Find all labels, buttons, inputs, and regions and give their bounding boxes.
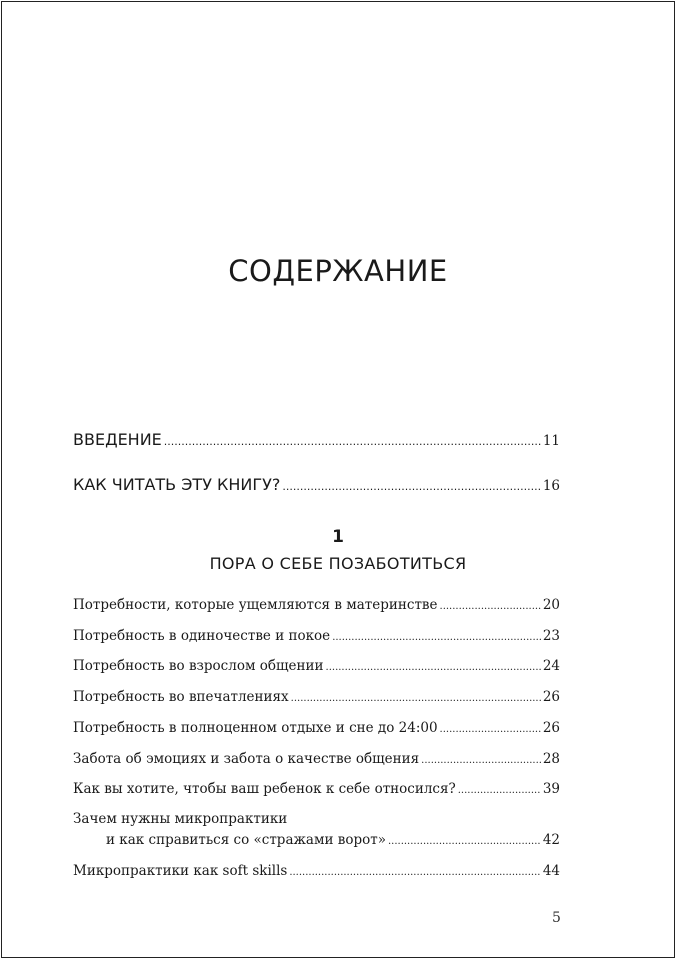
chapter-title: ПОРА О СЕБЕ ПОЗАБОТИТЬСЯ — [209, 554, 467, 573]
dot-leader — [388, 836, 541, 847]
toc-entry-label: Потребность во впечатлениях — [73, 689, 289, 705]
toc-entry-page: 23 — [542, 628, 560, 644]
toc-entry-label: ВВЕДЕНИЕ — [73, 430, 162, 449]
toc-entry — [73, 597, 560, 613]
toc-entry — [73, 628, 560, 644]
toc-entry-label: Забота об эмоциях и забота о качестве общения — [73, 751, 420, 767]
page-number: 5 — [552, 910, 561, 926]
dot-leader — [164, 435, 541, 448]
dot-leader — [289, 867, 540, 878]
toc-entry-label: КАК ЧИТАТЬ ЭТУ КНИГУ? — [73, 475, 281, 494]
dot-leader — [332, 632, 541, 643]
book-page — [1, 1, 675, 958]
toc-entry-page: 42 — [542, 832, 560, 848]
toc-entry-label: Потребность в полноценном отдыхе и сне до 24:00 — [73, 720, 438, 736]
dot-leader — [440, 724, 541, 735]
toc-entry-label: Потребность в одиночестве и покое — [73, 628, 331, 644]
toc-entry-label: Потребности, которые ущемляются в материнстве — [73, 597, 438, 613]
toc-entry-label-line1: Зачем нужны микропрактики — [73, 811, 288, 827]
dot-leader — [458, 785, 541, 796]
toc-entry-how-to-read — [73, 475, 560, 494]
toc-entry — [73, 689, 560, 705]
dot-leader — [421, 755, 541, 766]
toc-entry — [73, 751, 560, 767]
toc-entry — [73, 658, 560, 674]
toc-entry — [73, 781, 560, 797]
toc-entry-introduction — [73, 430, 560, 449]
toc-entry-page: 44 — [542, 863, 560, 879]
page-title: СОДЕРЖАНИЕ — [228, 254, 448, 288]
toc-entry-page: 26 — [542, 720, 560, 736]
chapter-number: 1 — [332, 527, 344, 547]
toc-entry-label: Как вы хотите, чтобы ваш ребенок к себе относился? — [73, 781, 456, 797]
dot-leader — [282, 480, 540, 493]
toc-entry-page: 24 — [542, 658, 560, 674]
toc-entry-label-line2: и как справиться со «стражами ворот» — [106, 832, 386, 848]
dot-leader — [291, 693, 541, 704]
toc-entry-page: 39 — [542, 781, 560, 797]
toc-entry-page: 26 — [542, 689, 560, 705]
toc-entry — [106, 832, 560, 848]
toc-entry — [73, 863, 560, 879]
dot-leader — [440, 601, 541, 612]
toc-entry-page: 28 — [542, 751, 560, 767]
toc-entry-page: 11 — [542, 433, 560, 449]
toc-entry-label: Микропрактики как soft skills — [73, 863, 288, 879]
toc-entry-page: 20 — [542, 597, 560, 613]
toc-entry — [73, 720, 560, 736]
dot-leader — [326, 662, 541, 673]
toc-entry-page: 16 — [542, 478, 560, 494]
toc-entry-label: Потребность во взрослом общении — [73, 658, 324, 674]
